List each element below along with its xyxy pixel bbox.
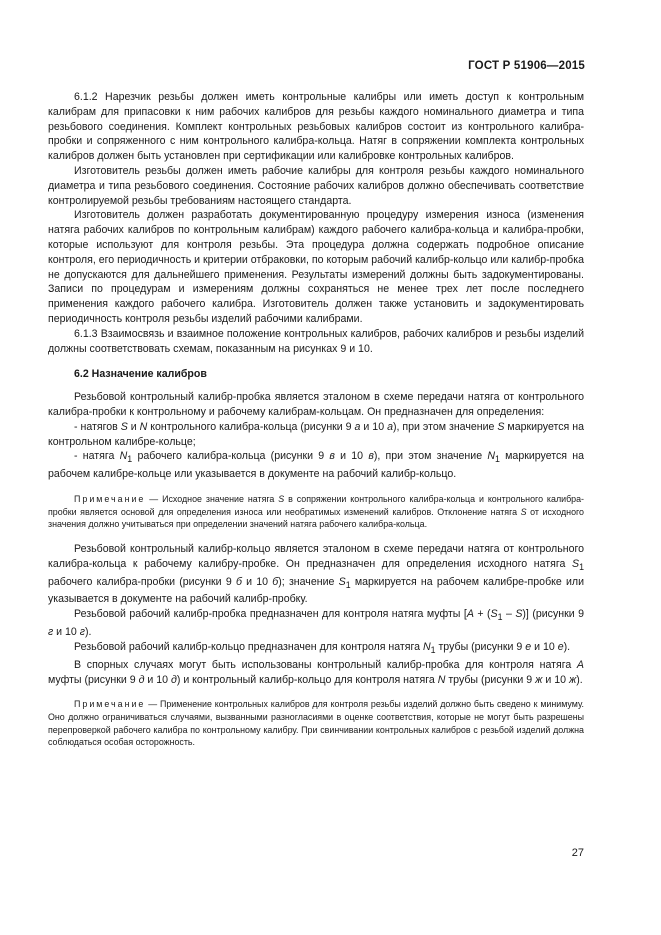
paragraph-working-plug: Резьбовой рабочий калибр-пробка предназначен для контроля натяга муфты $[A + (S_1 - S)]$ (рисунки 9 г и 10 г).	[48, 608, 584, 639]
paragraph-master-plug: Резьбовой контрольный калибр-пробка является эталоном в схеме передачи натяга от контрольного калибра-пробки к контрольному и рабочему калибрам-кольцам. Он предназначен для определения:	[48, 391, 584, 418]
paragraph-disputes: В спорных случаях могут быть использованы контрольный калибр-пробка для контроля натяга A муфты (рисунки 9 д и 10 д) и контрольный калибр-кольцо для контроля натяга N трубы (рисунки 9 ж и 10 ж).	[48, 658, 584, 686]
document-code: ГОСТ Р 51906—2015	[468, 60, 585, 72]
paragraph-working-ring: Резьбовой рабочий калибр-кольцо предназначен для контроля натяга $N_1$ трубы (рисунки 9 е и 10 е).	[74, 640, 571, 656]
section-heading-6-2: 6.2 Назначение калибров	[74, 368, 207, 381]
paragraph-working-gauges: Изготовитель резьбы должен иметь рабочие калибры для контроля резьбы каждого номинального диаметра и типа резьбового соединения. Состояние рабочих калибров должно обеспечивать соответствие контролируемой резьбы требованиям настоящего стандарта.	[48, 164, 584, 207]
paragraph-wear-procedure: Изготовитель должен разработать документированную процедуру измерения износа (изменения натяга рабочих калибров по контрольным калибрам) каждого рабочего калибра-кольца и калибра-пробки, которые используют для контроля резьбы. Эта процедура должна содержать подробное описание контроля, его периодичность и критерии отбраковки, по которым рабочий калибр-кольцо или калибр-пробка не допускаются для дальнейшего применения. Результаты измерений должны быть задокументированы. Записи по процедурам и измерениям должны сохраняться не менее трех лет после последнего применения каждого рабочего калибра. Изготовитель должен также установить и задокументировать периодичность контроля резьбы изделий рабочими калибрами.	[48, 209, 584, 325]
note-master-gauge-use: Примечание — Применение контрольных калибров для контроля резьбы изделий должно быть сведено к минимуму. Оно должно ограничиваться случаями, вызванными разногласиями в оценке соответствия, которые не могут быть разрешены перепроверкой рабочего калибра по контрольному калибру. При свинчивании контрольных калибров с резьбой изделий должна соблюдаться особая осторожность.	[48, 699, 584, 748]
paragraph-6-1-2: 6.1.2 Нарезчик резьбы должен иметь контрольные калибры или иметь доступ к контрольным калибрам для припасовки к ним рабочих калибров для резьбы каждого номинального диаметра и типа резьбового соединения. Комплект контрольных резьбовых калибров состоит из контрольного калибра-пробки и сопряженного с ним контрольного калибра-кольца. Натяг в сопряжении комплекта контрольных калибров должен быть установлен при сертификации или калибровке контрольных калибров.	[48, 91, 584, 163]
document-body	[48, 90, 584, 749]
note-initial-standoff: Примечание — Исходное значение натяга S в сопряжении контрольного калибра-кольца и контрольного калибра-пробки является основой для определения износа или необратимых изменений калибров. Отклонение натяга S от исходного значения должно учитываться при определении значений натяга рабочего калибра-кольца.	[48, 494, 584, 530]
paragraph-6-1-3: 6.1.3 Взаимосвязь и взаимное положение контрольных калибров, рабочих калибров и резьбы изделий должны соответствовать схемам, показанным на рисунках 9 и 10.	[48, 327, 584, 355]
list-item-standoff-s-n: - натягов S и N контрольного калибра-кольца (рисунки 9 а и 10 а), при этом значение S маркируется на контрольном калибре-кольце;	[48, 420, 585, 448]
paragraph-master-ring: Резьбовой контрольный калибр-кольцо является эталоном в схеме передачи натяга от контрольного калибра-кольца к рабочему калибру-пробке. Он предназначен для определения исходного натяга $S_1$ рабочего калибра-пробки (рисунки 9 б и 10 б); значение $S_1$ маркируется на рабочем калибре-пробке или указывается в документе на рабочий калибр-пробку.	[48, 542, 585, 606]
list-item-standoff-n1: - натяга $N_1$ рабочего калибра-кольца (рисунки 9 в и 10 в), при этом значение $N_1$ маркируется на рабочем калибре-кольце или указывается в документе на рабочий калибр-кольцо.	[48, 450, 584, 481]
page-number: 27	[571, 847, 584, 859]
